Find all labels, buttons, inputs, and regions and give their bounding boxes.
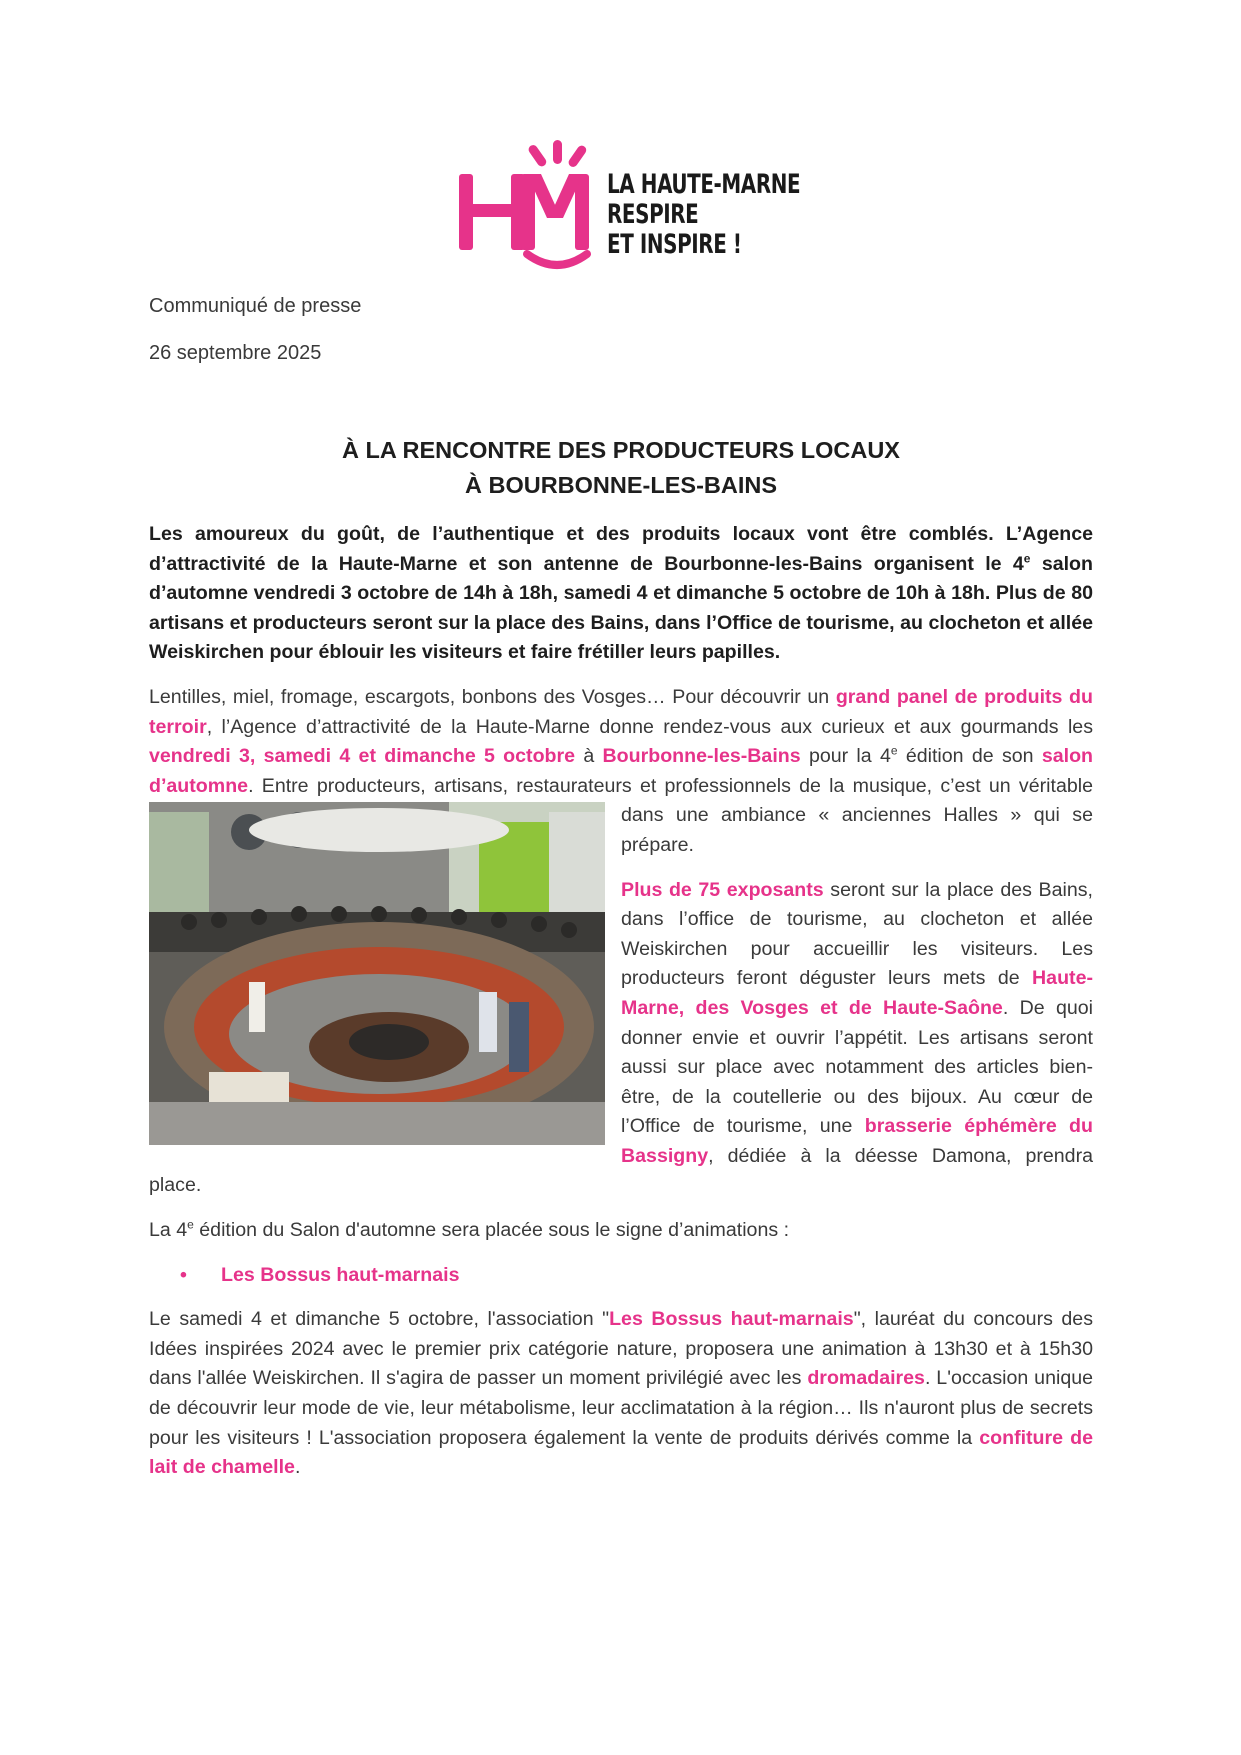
- paragraph-bossus: Le samedi 4 et dimanche 5 octobre, l'association "Les Bossus haut-marnais", lauréat du concours des Idées inspirées 2024 avec le premier prix catégorie nature, proposera une animation à 13h30 et à 15h30 dans l'allée Weiskirchen. Il s'agira de passer un moment privilégié avec les dromadaires. L'occasion unique de découvrir leur mode de vie, leur métabolisme, leur acclimatation à la région… Ils n'auront plus de secrets pour les visiteurs ! L'association proposera également la vente de produits dérivés comme la confiture de lait de chamelle.: [149, 1308, 1094, 1479]
- haute-marne-logo: [457, 140, 801, 275]
- page-title: [149, 433, 1093, 503]
- paragraph-exhibitors: Plus de 75 exposants seront sur la place des Bains, dans l’office de tourisme, au clocheton et allée Weiskirchen pour accueillir les visiteurs. Les producteurs feront déguster leurs mets de Haute-Marne, des Vosges et de Haute-Saône. De quoi donner envie et ouvrir l’appétit. Les artisans seront aussi sur place avec notamment des articles bien-être, de la coutellerie ou des bijoux. Au cœur de l’Office de tourisme, une brasserie éphémère du Bassigny, dédiée à la déesse Damona, prendra place.: [149, 878, 1093, 1197]
- article-body: [149, 520, 1093, 1498]
- bullet-item: [149, 1261, 1093, 1291]
- logo-line-2: RESPIRE: [607, 199, 699, 230]
- paragraph-intro: Lentilles, miel, fromage, escargots, bonbons des Vosges… Pour découvrir un grand panel de produits du terroir, l’Agence d’attractivité de la Haute-Marne donne rendez-vous aux curieux et aux gourmands les vendredi 3, samedi 4 et dimanche 5 octobre à Bourbonne-les-Bains pour la 4e édition de son salon d’automne. Entre producteurs, artisans, restaurateurs et professionnels de la musique, c’est un véritable dans une ambiance « anciennes Halles » qui se prépare.: [149, 683, 1093, 861]
- hm-smile-logo-icon: [457, 140, 607, 275]
- title-line-2: À BOURBONNE-LES-BAINS: [464, 472, 778, 498]
- bullet-label: Les Bossus haut-marnais: [221, 1263, 460, 1286]
- bullet-icon: •: [180, 1263, 187, 1286]
- logo-slogan: [607, 170, 800, 260]
- market-hall-photo: [149, 802, 605, 1145]
- paragraph-animations: La 4e édition du Salon d'automne sera placée sous le signe d’animations :: [149, 1217, 790, 1242]
- logo-line-1: LA HAUTE-MARNE: [607, 169, 801, 200]
- logo-line-3: ET INSPIRE !: [607, 229, 742, 260]
- title-line-1: À LA RENCONTRE DES PRODUCTEURS LOCAUX: [342, 437, 900, 463]
- lead-paragraph: Les amoureux du goût, de l’authentique et des produits locaux vont être comblés. L’Agence d’attractivité de la Haute-Marne et son antenne de Bourbonne-les-Bains organisent le 4e salon d’automne vendredi 3 octobre de 14h à 18h, samedi 4 et dimanche 5 octobre de 10h à 18h. Plus de 80 artisans et producteurs seront sur la place des Bains, dans l’Office de tourisme, au clocheton et allée Weiskirchen pour éblouir les visiteurs et faire frétiller leurs papilles.: [149, 523, 1093, 664]
- document-type: Communiqué de presse: [149, 295, 362, 317]
- document-date: 26 septembre 2025: [149, 342, 322, 364]
